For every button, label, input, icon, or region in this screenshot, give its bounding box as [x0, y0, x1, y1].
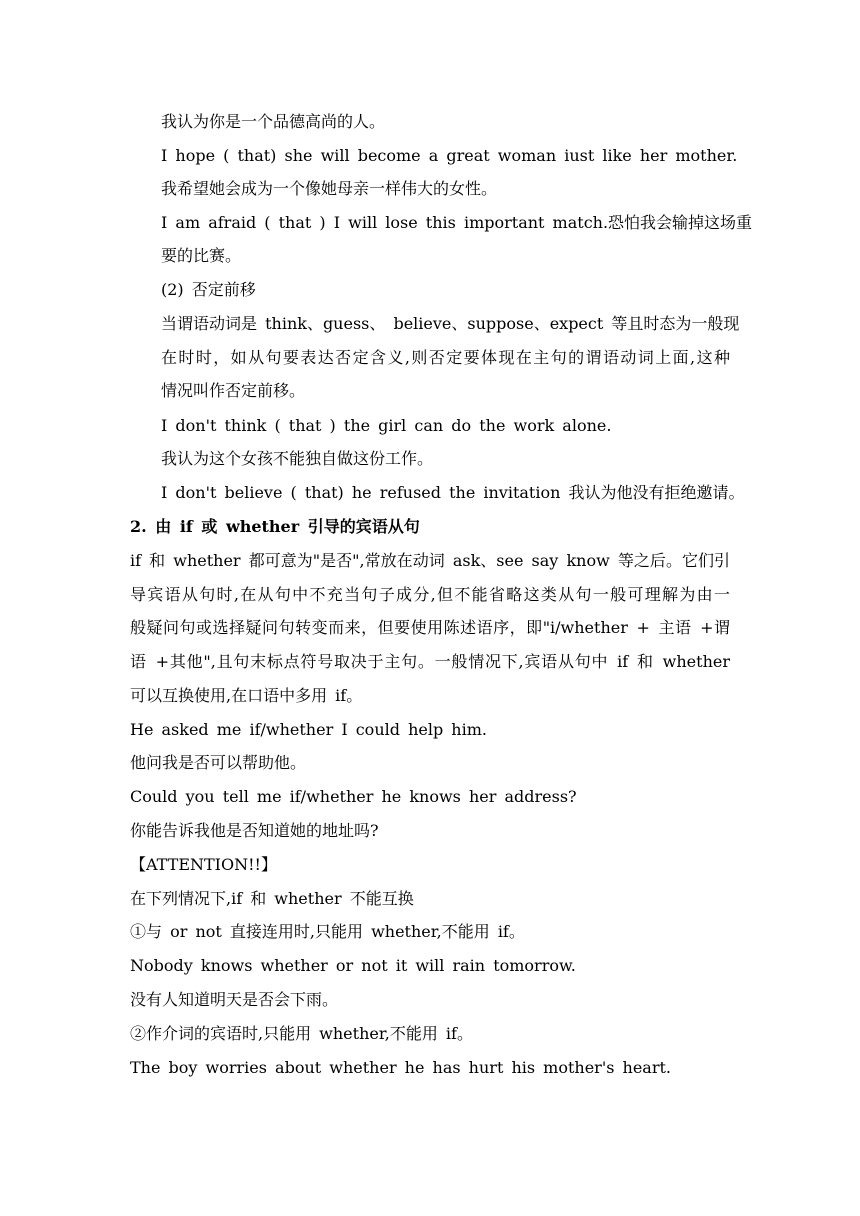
- text-line: ①与 or not 直接连用时,只能用 whether,不能用 if。: [130, 922, 525, 941]
- text-line: 要的比赛。: [161, 246, 242, 265]
- text-line: I hope ( that) she will become a great woman iust like her mother.: [161, 146, 738, 165]
- text-line: ②作介词的宾语时,只能用 whether,不能用 if。: [130, 1024, 473, 1043]
- attention-heading: 【ATTENTION!!】: [130, 855, 277, 874]
- text-line: 你能告诉我他是否知道她的地址吗?: [130, 821, 379, 840]
- text-line: 可以互换使用,在口语中多用 if。: [130, 686, 363, 705]
- section-heading: 2. 由 if 或 whether 引导的宾语从句: [130, 517, 420, 536]
- text-line: 没有人知道明天是否会下雨。: [130, 990, 339, 1009]
- text-line: 导宾语从句时,在从句中不充当句子成分,但不能省略这类从句一般可理解为由一: [130, 585, 730, 604]
- text-line: if 和 whether 都可意为"是否",常放在动词 ask、see say know 等之后。它们引: [130, 551, 730, 570]
- text-line: 当谓语动词是 think、guess、 believe、suppose、expect 等且时态为一般现: [161, 314, 740, 333]
- text-line: 他问我是否可以帮助他。: [130, 753, 307, 772]
- text-line: I don't believe ( that) he refused the invitation 我认为他没有拒绝邀请。: [161, 483, 745, 502]
- text-line: 我认为你是一个品德高尚的人。: [161, 112, 386, 131]
- section-heading: (2) 否定前移: [161, 280, 256, 299]
- text-line: 情况叫作否定前移。: [161, 381, 306, 400]
- text-line: The boy worries about whether he has hurt his mother's heart.: [130, 1058, 671, 1077]
- text-line: Could you tell me if/whether he knows her address?: [130, 787, 577, 806]
- text-line: 我认为这个女孩不能独自做这份工作。: [161, 449, 434, 468]
- text-line: Nobody knows whether or not it will rain tomorrow.: [130, 956, 576, 975]
- text-line: 在下列情况下,if 和 whether 不能互换: [130, 889, 414, 908]
- text-line: He asked me if/whether I could help him.: [130, 720, 487, 739]
- text-line: I don't think ( that ) the girl can do the work alone.: [161, 416, 612, 435]
- text-line: 在时时，如从句要表达否定含义,则否定要体现在主句的谓语动词上面,这种: [161, 348, 730, 367]
- text-line: 语 +其他",且句末标点符号取决于主句。一般情况下,宾语从句中 if 和 whether: [130, 652, 730, 671]
- text-line: 般疑问句或选择疑问句转变而来，但要使用陈述语序，即"i/whether + 主语 +谓: [130, 618, 730, 637]
- text-line: I am afraid ( that ) I will lose this important match.恐怕我会输掉这场重: [161, 213, 753, 232]
- text-line: 我希望她会成为一个像她母亲一样伟大的女性。: [161, 179, 498, 198]
